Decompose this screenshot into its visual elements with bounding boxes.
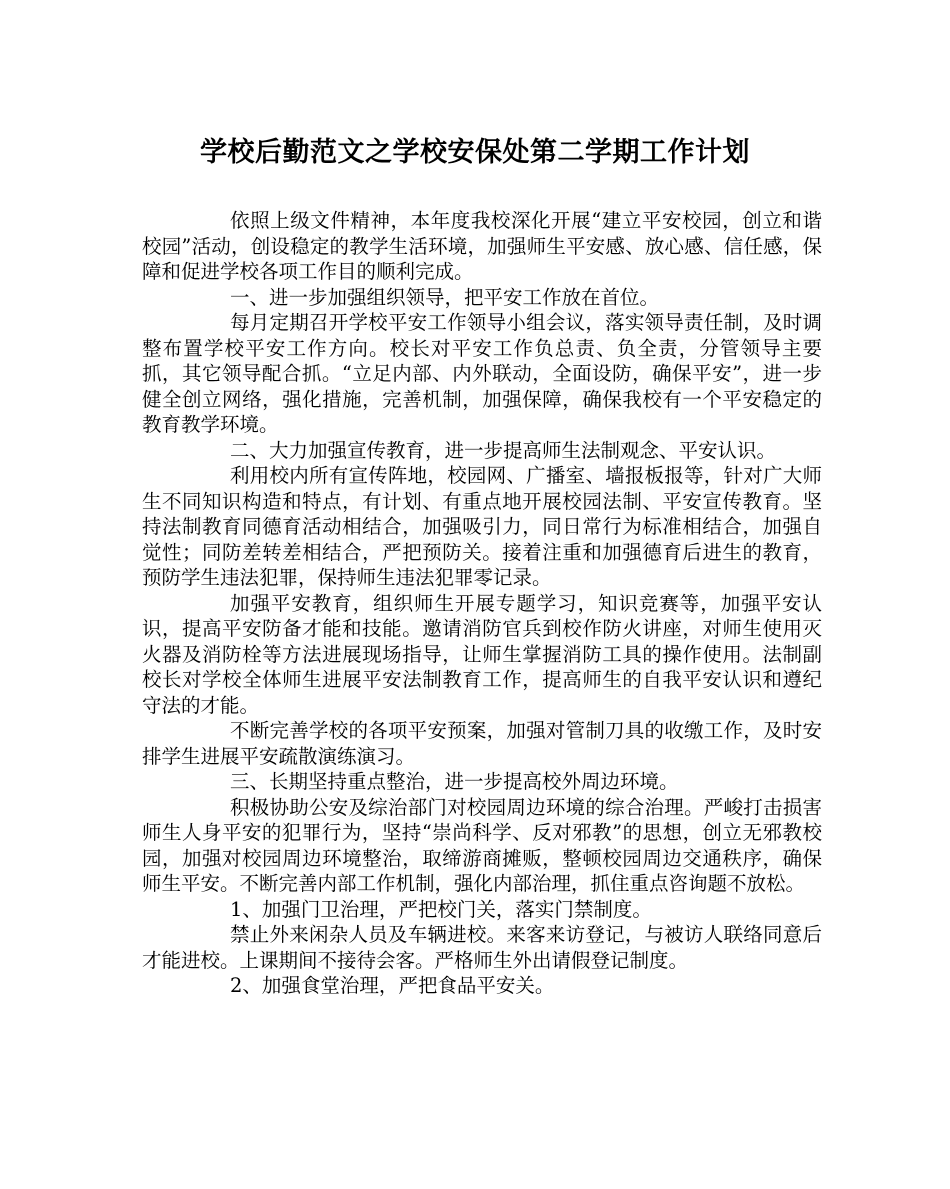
paragraph: 积极协助公安及综治部门对校园周边环境的综合治理。严峻打击损害师生人身平安的犯罪行为，坚持“崇尚科学、反对邪教”的思想，创立无邪教校园，加强对校园周边环境整治，取缔游商摊贩，整顿校园周边交通秩序，确保师生平安。不断完善内部工作机制，强化内部治理，抓住重点咨询题不放松。 — [142, 795, 822, 895]
section-heading-2: 二、大力加强宣传教育，进一步提高师生法制观念、平安认识。 — [230, 438, 777, 462]
paragraph-intro: 依照上级文件精神，本年度我校深化开展“建立平安校园，创立和谐校园”活动，创设稳定的教学生活环境，加强师生平安感、放心感、信任感，保障和促进学校各项工作目的顺利完成。 — [142, 209, 822, 283]
subsection-heading-2: 2、加强食堂治理，严把食品平安关。 — [230, 974, 555, 997]
paragraph: 利用校内所有宣传阵地，校园网、广播室、墙报板报等，针对广大师生不同知识构造和特点，有计划、有重点地开展校园法制、平安宣传教育。坚持法制教育同德育活动相结合，加强吸引力，同日常行为标准相结合，加强自觉性；同防差转差相结合，严把预防关。接着注重和加强德育后进生的教育，预防学生违法犯罪，保持师生违法犯罪零记录。 — [142, 464, 822, 589]
paragraph: 禁止外来闲杂人员及车辆进校。来客来访登记，与被访人联络同意后才能进校。上课期间不接待会客。严格师生外出请假登记制度。 — [142, 923, 822, 972]
section-heading-1: 一、进一步加强组织领导，把平安工作放在首位。 — [230, 285, 660, 309]
subsection-heading-1: 1、加强门卫治理，严把校门关，落实门禁制度。 — [230, 897, 652, 921]
paragraph: 每月定期召开学校平安工作领导小组会议，落实领导责任制，及时调整布置学校平安工作方向。校长对平安工作负总责、负全责，分管领导主要抓，其它领导配合抓。“立足内部、内外联动，全面设防，确保平安”，进一步健全创立网络，强化措施，完善机制，加强保障，确保我校有一个平安稳定的教育教学环境。 — [142, 311, 822, 436]
section-heading-3: 三、长期坚持重点整治，进一步提高校外周边环境。 — [230, 770, 679, 793]
paragraph: 不断完善学校的各项平安预案，加强对管制刀具的收缴工作，及时安排学生进展平安疏散演练演习。 — [142, 719, 822, 768]
document-body — [142, 208, 822, 999]
document-title: 学校后勤范文之学校安保处第二学期工作计划 — [200, 137, 750, 168]
paragraph: 加强平安教育，组织师生开展专题学习，知识竞赛等，加强平安认识，提高平安防备才能和技能。邀请消防官兵到校作防火讲座，对师生使用灭火器及消防栓等方法进展现场指导，让师生掌握消防工具的操作使用。法制副校长对学校全体师生进展平安法制教育工作，提高师生的自我平安认识和遵纪守法的才能。 — [142, 591, 822, 717]
